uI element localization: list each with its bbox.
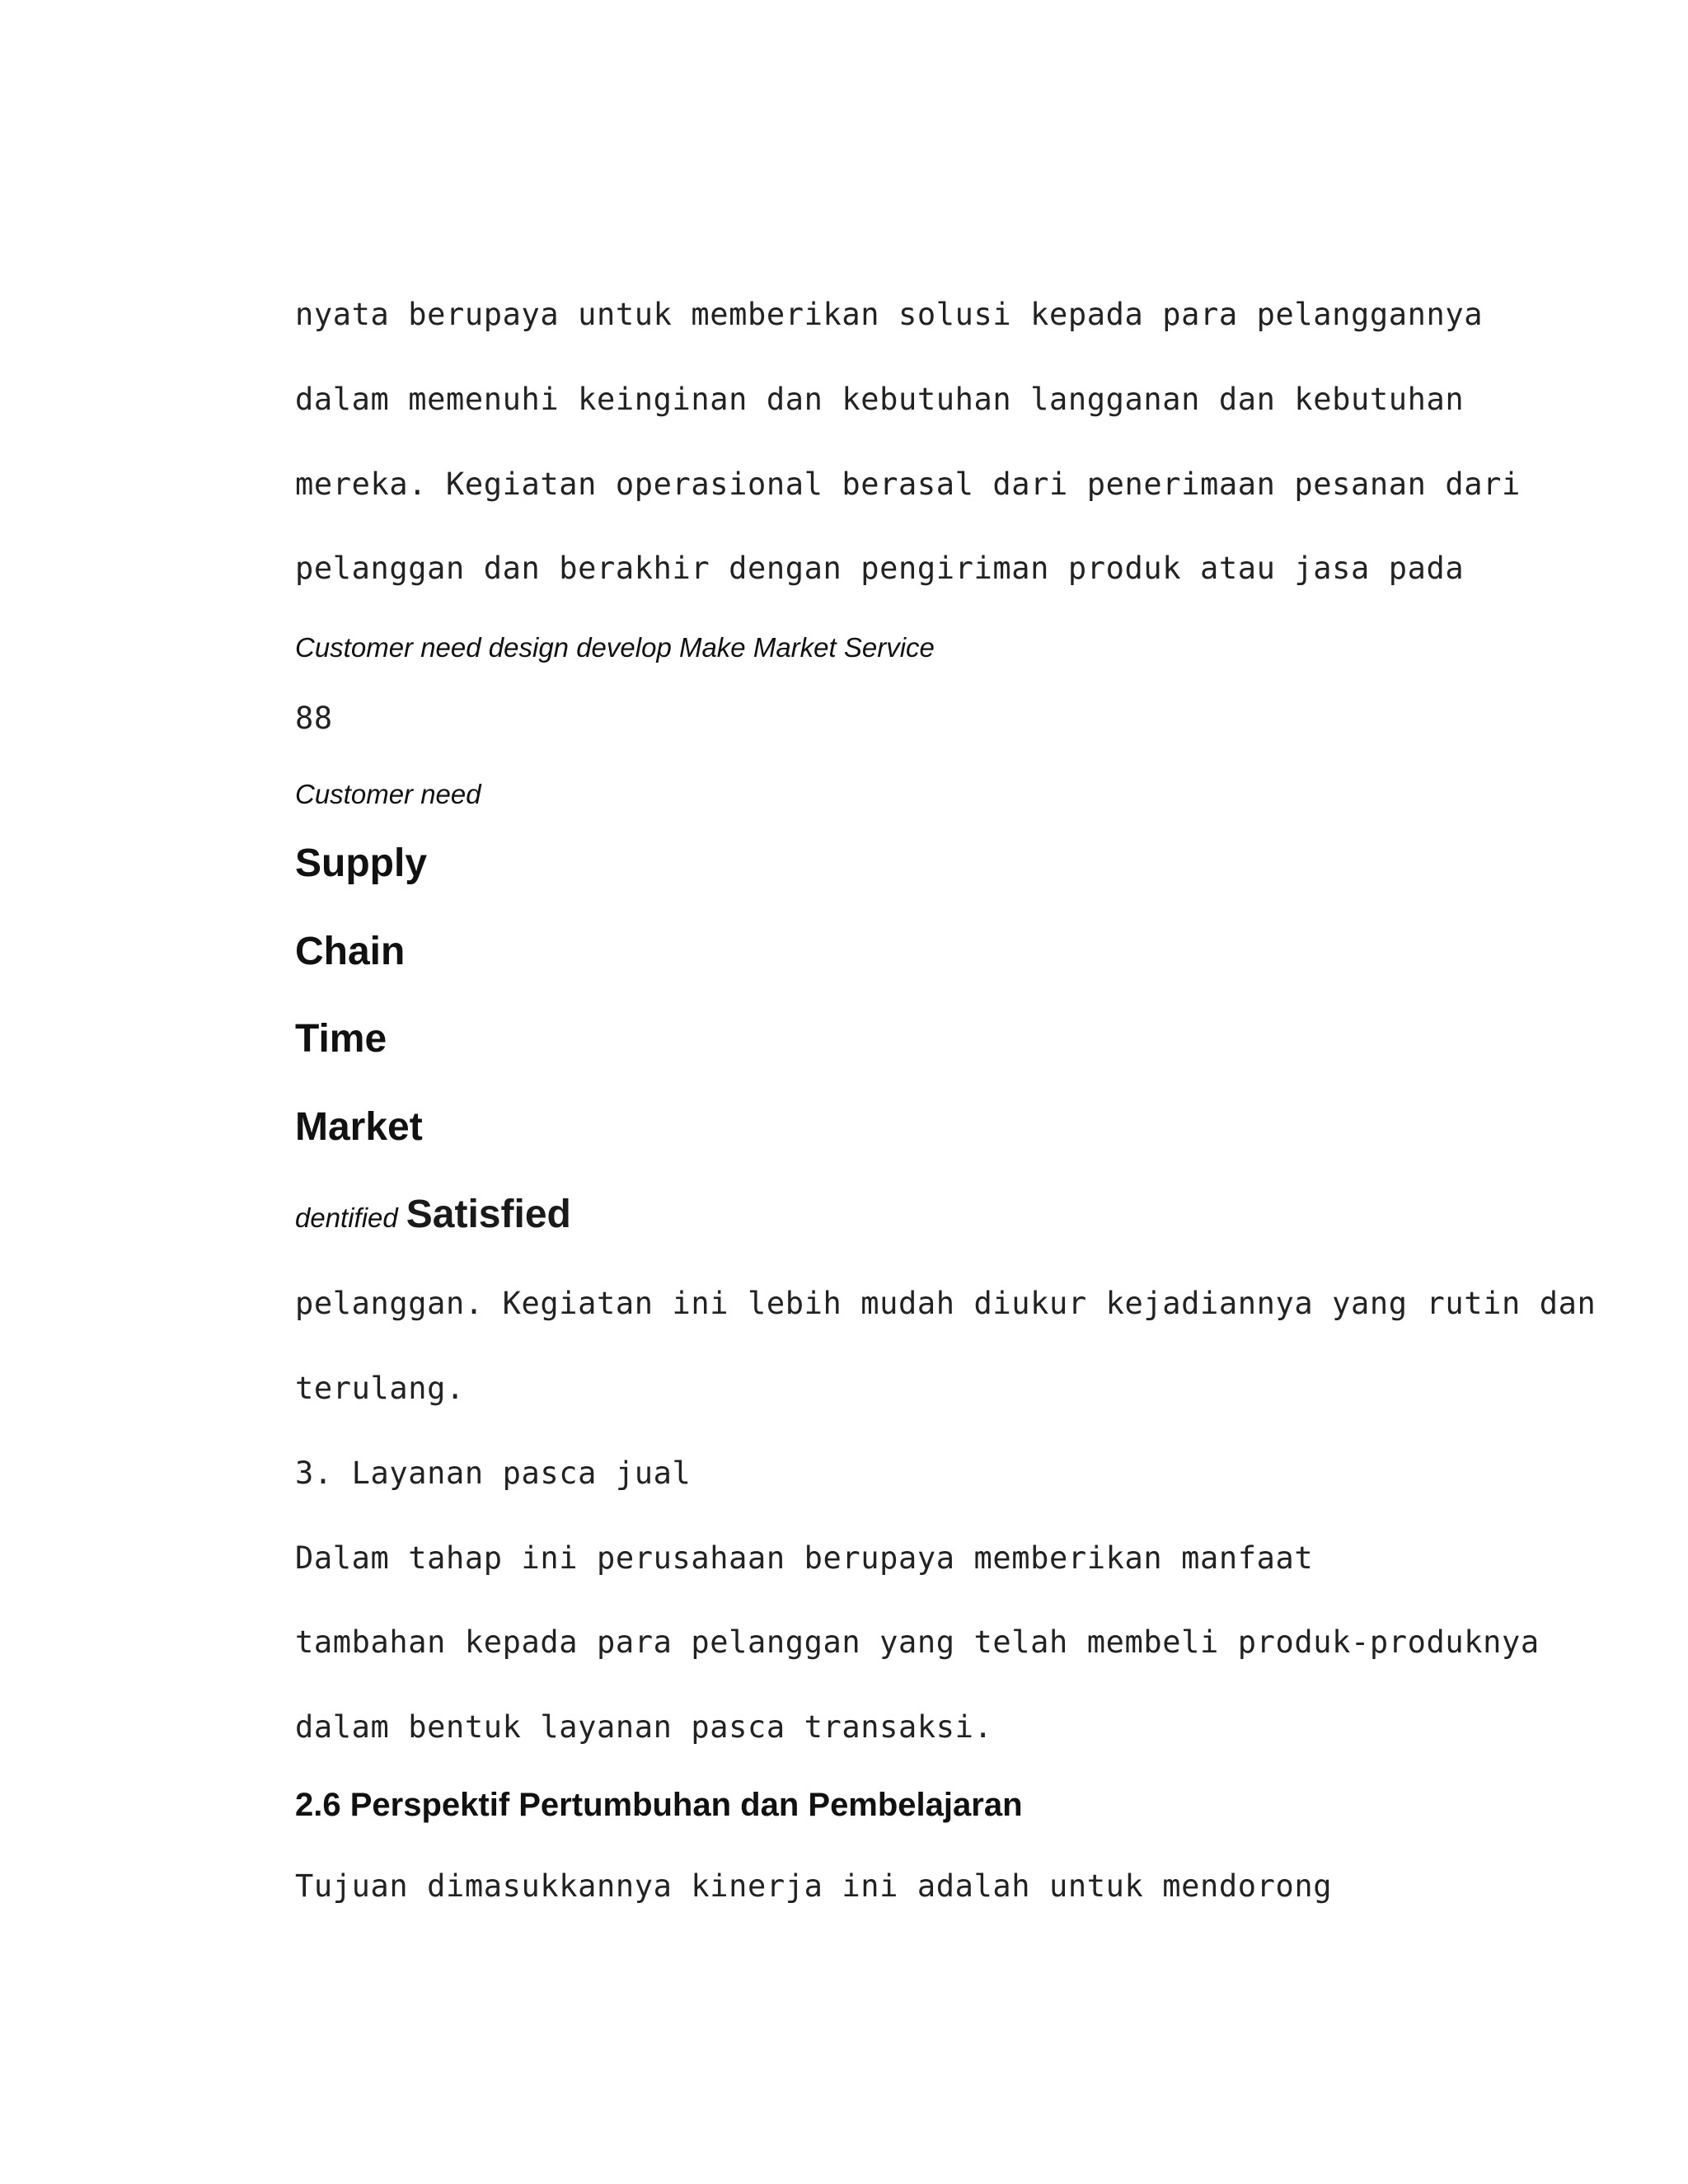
diagram-time-label: Time [295, 1017, 387, 1061]
diagram-customer-need-label: Customer need [295, 779, 481, 809]
diagram-number: 88 [295, 701, 333, 736]
body-text-line: mereka. Kegiatan operasional berasal dari penerimaan pesanan dari [295, 466, 1521, 502]
body-text-line: Dalam tahap ini perusahaan berupaya memberikan manfaat [295, 1540, 1314, 1576]
body-text-line: pelanggan dan berakhir dengan pengiriman produk atau jasa pada [295, 551, 1465, 586]
body-text-line: nyata berupaya untuk memberikan solusi kepada para pelanggannya [295, 297, 1484, 332]
diagram-market-label: Market [295, 1105, 423, 1149]
body-text-line: dalam bentuk layanan pasca transaksi. [295, 1709, 993, 1745]
body-text-line: terulang. [295, 1371, 465, 1406]
diagram-identified-label: dentified [295, 1202, 398, 1233]
body-text-line: pelanggan. Kegiatan ini lebih mudah diukur kejadiannya yang rutin dan [295, 1286, 1597, 1321]
section-heading: 2.6 Perspektif Pertumbuhan dan Pembelajaran [295, 1787, 1023, 1823]
list-item: 3. Layanan pasca jual [295, 1455, 692, 1491]
diagram-flow-label: Customer need design develop Make Market Service [295, 632, 935, 663]
diagram-supply-label: Supply [295, 841, 428, 885]
body-text-line: dalam memenuhi keinginan dan kebutuhan langganan dan kebutuhan [295, 382, 1465, 417]
diagram-satisfied-label: Satisfied [406, 1193, 571, 1236]
body-text-line: tambahan kepada para pelanggan yang telah membeli produk-produknya [295, 1624, 1540, 1660]
diagram-identified-satisfied-row [295, 1192, 571, 1237]
body-text-line: Tujuan dimasukkannya kinerja ini adalah untuk mendorong [295, 1868, 1333, 1904]
diagram-chain-label: Chain [295, 930, 406, 973]
